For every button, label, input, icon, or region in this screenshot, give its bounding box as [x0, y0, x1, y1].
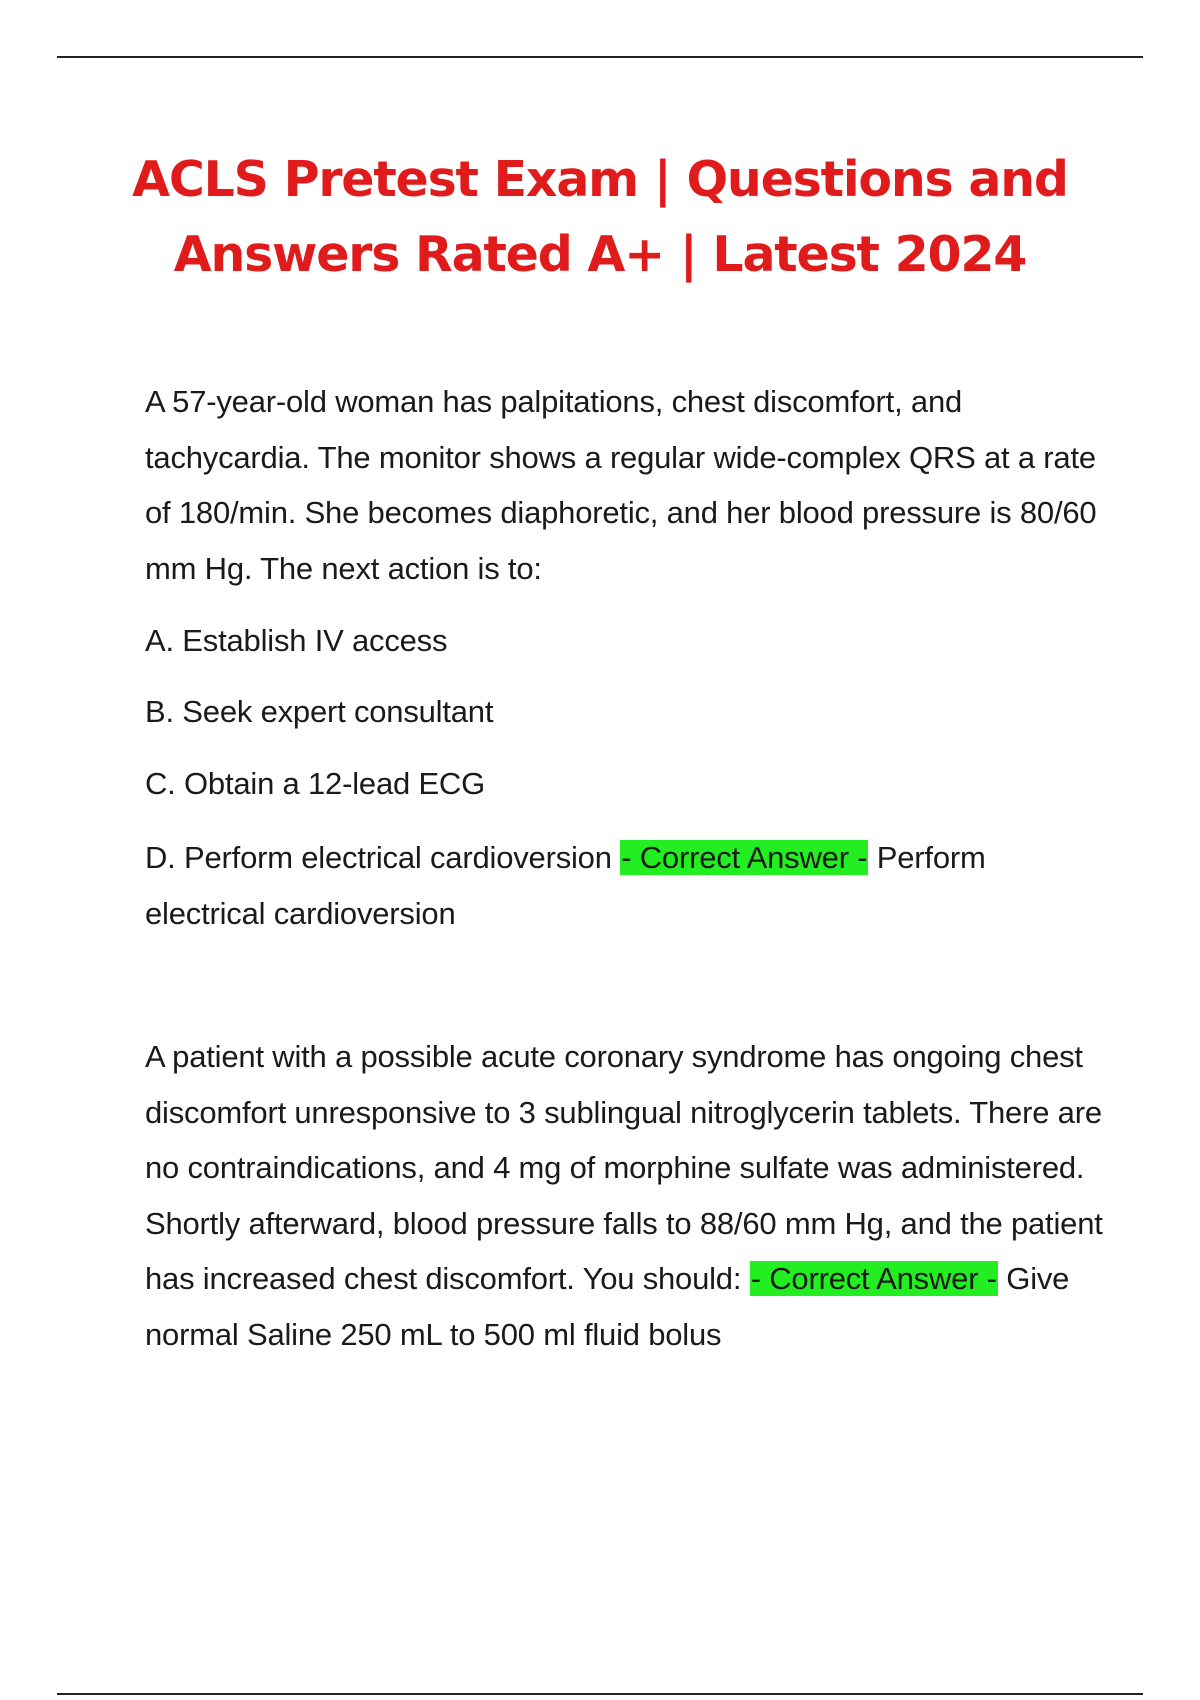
title-line-1: ACLS Pretest Exam | Questions and	[132, 151, 1068, 208]
correct-answer-highlight: - Correct Answer -	[621, 840, 868, 875]
document-title	[100, 142, 1100, 292]
question-2-answer: Give normal Saline 250 mL to 500 ml fluid bolus	[145, 1261, 1070, 1352]
question-1-answer: Perform electrical cardioversion	[145, 840, 986, 931]
question-1-option-c: C. Obtain a 12-lead ECG	[145, 766, 486, 801]
correct-answer-highlight: - Correct Answer -	[750, 1261, 997, 1296]
option-d-text: D. Perform electrical cardioversion	[145, 840, 612, 875]
title-line-2: Answers Rated A+ | Latest 2024	[173, 226, 1027, 283]
question-1-stem: A 57-year-old woman has palpitations, chest discomfort, and tachycardia. The monitor shows a regular wide-complex QRS at a rate of 180/min. She becomes diaphoretic, and her blood pressure is 80/60 mm Hg. The next action is to:	[145, 384, 1097, 586]
question-1-option-a: A. Establish IV access	[145, 623, 448, 658]
question-1-option-b: B. Seek expert consultant	[145, 694, 494, 729]
bottom-rule	[57, 1693, 1143, 1695]
question-2	[145, 1029, 1105, 1362]
question-2-stem: A patient with a possible acute coronary syndrome has ongoing chest discomfort unresponsive to 3 sublingual nitroglycerin tablets. There are no contraindications, and 4 mg of morphine sulfate was administered. Shortly afterward, blood pressure falls to 88/60 mm Hg, and the patient has increased chest discomfort. You should:	[145, 1039, 1103, 1296]
question-1-option-d	[145, 830, 1105, 941]
top-rule	[57, 56, 1143, 58]
